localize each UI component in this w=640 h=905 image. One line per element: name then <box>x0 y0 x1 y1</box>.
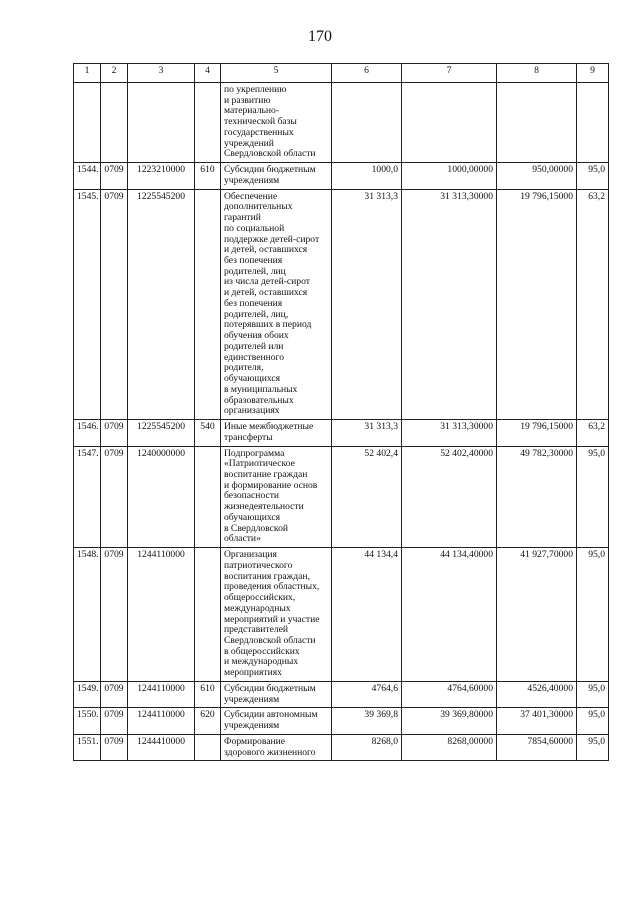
percent-cell-text: 95,0 <box>588 682 605 694</box>
value-cell-text: 31 313,30000 <box>440 190 493 202</box>
row-number-cell-text: 1550. <box>77 709 99 721</box>
table-row <box>74 734 609 760</box>
value-cell-text: 19 796,15000 <box>520 421 573 433</box>
value-cell <box>497 189 577 419</box>
row-number-cell <box>74 420 101 446</box>
value-cell <box>332 446 402 548</box>
section-code-cell <box>101 189 128 419</box>
budget-table <box>73 63 609 761</box>
row-number-cell-text: 1544. <box>77 164 99 176</box>
value-cell <box>332 708 402 734</box>
percent-cell <box>577 420 609 446</box>
percent-cell-text: 95,0 <box>588 447 605 459</box>
header-cell: 9 <box>577 64 609 83</box>
item-name-cell <box>221 681 332 707</box>
percent-cell <box>577 446 609 548</box>
target-article-cell-text: 1244110000 <box>137 709 185 721</box>
value-cell-text: 37 401,30000 <box>520 709 573 721</box>
item-name-cell-text: Иные межбюджетные трансферты <box>224 421 314 443</box>
percent-cell-text: 95,0 <box>588 549 605 561</box>
value-cell-text: 19 796,15000 <box>520 190 573 202</box>
target-article-cell <box>128 681 195 707</box>
item-name-cell <box>221 548 332 682</box>
section-code-cell-text: 0709 <box>104 735 124 747</box>
section-code-cell <box>101 548 128 682</box>
row-number-cell <box>74 708 101 734</box>
item-name-cell-text: Субсидии бюджетным учреждениям <box>224 164 316 186</box>
item-name-cell-text: Субсидии бюджетным учреждениям <box>224 682 316 705</box>
percent-cell <box>577 734 609 760</box>
percent-cell-text: 63,2 <box>588 421 605 433</box>
expense-type-cell-text: 620 <box>200 709 215 721</box>
value-cell <box>332 420 402 446</box>
header-cell: 5 <box>221 64 332 83</box>
section-code-cell-text: 0709 <box>104 447 124 459</box>
value-cell <box>332 681 402 707</box>
percent-cell <box>577 163 609 189</box>
header-row <box>74 64 609 83</box>
row-number-cell <box>74 189 101 419</box>
expense-type-cell <box>195 734 221 760</box>
percent-cell <box>577 681 609 707</box>
target-article-cell <box>128 420 195 446</box>
value-cell-text: 4764,6 <box>371 682 398 694</box>
value-cell-text: 41 927,70000 <box>520 549 573 561</box>
percent-cell-text: 95,0 <box>588 735 605 747</box>
section-code-cell-text: 0709 <box>104 164 124 176</box>
expense-type-cell <box>195 163 221 189</box>
value-cell-text: 31 313,30000 <box>440 421 493 433</box>
value-cell <box>497 83 577 163</box>
target-article-cell-text: 1225545200 <box>137 421 185 433</box>
target-article-cell-text: 1244110000 <box>137 682 185 694</box>
item-name-cell-text: Субсидии автономным учреждениям <box>224 709 318 732</box>
item-name-cell <box>221 446 332 548</box>
value-cell-text: 31 313,3 <box>364 421 398 433</box>
percent-cell <box>577 548 609 682</box>
expense-type-cell-text: 540 <box>200 421 215 433</box>
item-name-cell <box>221 420 332 446</box>
value-cell <box>497 548 577 682</box>
value-cell-text: 8268,0 <box>371 735 398 747</box>
header-cell: 2 <box>101 64 128 83</box>
item-name-cell-text: Организация патриотического воспитания граждан, проведения областных, общероссийских, международных мероприятий и участие представителей Свердловской области в общероссийских и международных мероприятиях <box>224 549 320 679</box>
table-row <box>74 83 609 163</box>
value-cell <box>332 548 402 682</box>
value-cell-text: 44 134,40000 <box>440 549 493 561</box>
section-code-cell <box>101 83 128 163</box>
percent-cell <box>577 83 609 163</box>
value-cell-text: 52 402,4 <box>364 447 398 459</box>
row-number-cell-text: 1548. <box>77 549 99 561</box>
percent-cell <box>577 189 609 419</box>
section-code-cell-text: 0709 <box>104 682 124 694</box>
value-cell-text: 950,00000 <box>532 164 573 176</box>
target-article-cell <box>128 189 195 419</box>
value-cell <box>332 734 402 760</box>
value-cell <box>332 189 402 419</box>
table-row <box>74 681 609 707</box>
row-number-cell-text: 1549. <box>77 682 99 694</box>
value-cell <box>402 681 497 707</box>
expense-type-cell <box>195 708 221 734</box>
percent-cell-text: 63,2 <box>588 190 605 202</box>
header-cell: 4 <box>195 64 221 83</box>
item-name-cell-text: Обеспечение дополнительных гарантий по социальной поддержке детей-сирот и детей, оставшихся без попечения родителей, лиц из числа детей-сирот и детей, оставшихся без попечения родителей, лиц, потерявших в период обучения обоих родителей или единственного родителя, обучающихся в муниципальных образовательных организациях <box>224 190 320 417</box>
header-cell: 6 <box>332 64 402 83</box>
target-article-cell-text: 1244410000 <box>137 735 185 747</box>
target-article-cell-text: 1244110000 <box>137 549 185 561</box>
target-article-cell <box>128 163 195 189</box>
value-cell <box>332 163 402 189</box>
expense-type-cell <box>195 681 221 707</box>
expense-type-cell <box>195 446 221 548</box>
value-cell-text: 4764,60000 <box>447 682 493 694</box>
value-cell <box>402 83 497 163</box>
value-cell <box>497 163 577 189</box>
item-name-cell <box>221 734 332 760</box>
value-cell <box>402 163 497 189</box>
row-number-cell-text: 1545. <box>77 190 99 202</box>
value-cell-text: 1000,00000 <box>447 164 493 176</box>
target-article-cell <box>128 446 195 548</box>
value-cell-text: 7854,60000 <box>527 735 573 747</box>
value-cell-text: 8268,00000 <box>447 735 493 747</box>
header-cell: 3 <box>128 64 195 83</box>
section-code-cell <box>101 708 128 734</box>
percent-cell-text: 95,0 <box>588 709 605 721</box>
target-article-cell <box>128 548 195 682</box>
expense-type-cell <box>195 548 221 682</box>
value-cell-text: 49 782,30000 <box>520 447 573 459</box>
row-number-cell <box>74 163 101 189</box>
row-number-cell <box>74 446 101 548</box>
value-cell <box>402 548 497 682</box>
value-cell <box>497 681 577 707</box>
table-row <box>74 420 609 446</box>
row-number-cell <box>74 681 101 707</box>
target-article-cell <box>128 734 195 760</box>
expense-type-cell <box>195 189 221 419</box>
expense-type-cell-text: 610 <box>200 164 215 176</box>
value-cell-text: 39 369,80000 <box>440 709 493 721</box>
value-cell <box>402 734 497 760</box>
section-code-cell-text: 0709 <box>104 549 124 561</box>
row-number-cell <box>74 734 101 760</box>
row-number-cell-text: 1547. <box>77 447 99 459</box>
section-code-cell-text: 0709 <box>104 190 124 202</box>
value-cell <box>497 446 577 548</box>
value-cell <box>402 420 497 446</box>
section-code-cell <box>101 446 128 548</box>
target-article-cell-text: 1240000000 <box>137 447 185 459</box>
value-cell-text: 4526,40000 <box>527 682 573 694</box>
item-name-cell-text: Подпрограмма «Патриотическое воспитание граждан и формирование основ безопасности жизнедеятельности обучающихся в Свердловской области» <box>224 447 318 545</box>
header-cell: 8 <box>497 64 577 83</box>
table-row <box>74 446 609 548</box>
value-cell <box>402 446 497 548</box>
value-cell <box>497 734 577 760</box>
row-number-cell-text: 1546. <box>77 421 99 433</box>
table-row <box>74 189 609 419</box>
page-number: 170 <box>308 28 332 45</box>
value-cell <box>497 708 577 734</box>
table-row <box>74 163 609 189</box>
value-cell <box>402 708 497 734</box>
expense-type-cell <box>195 83 221 163</box>
section-code-cell-text: 0709 <box>104 709 124 721</box>
target-article-cell-text: 1223210000 <box>137 164 185 176</box>
percent-cell <box>577 708 609 734</box>
item-name-cell-text: Формирование здорового жизненного <box>224 735 316 758</box>
item-name-cell <box>221 83 332 163</box>
value-cell <box>402 189 497 419</box>
header-cell: 7 <box>402 64 497 83</box>
section-code-cell <box>101 734 128 760</box>
expense-type-cell <box>195 420 221 446</box>
row-number-cell-text: 1551. <box>77 735 99 747</box>
value-cell <box>332 83 402 163</box>
value-cell-text: 52 402,40000 <box>440 447 493 459</box>
header-cell: 1 <box>74 64 101 83</box>
item-name-cell <box>221 189 332 419</box>
value-cell-text: 44 134,4 <box>364 549 398 561</box>
row-number-cell <box>74 83 101 163</box>
section-code-cell <box>101 163 128 189</box>
table-row <box>74 548 609 682</box>
section-code-cell <box>101 681 128 707</box>
table-row <box>74 708 609 734</box>
item-name-cell <box>221 708 332 734</box>
value-cell-text: 39 369,8 <box>364 709 398 721</box>
expense-type-cell-text: 610 <box>200 682 215 694</box>
item-name-cell-text: по укреплению и развитию материально- технической базы государственных учреждений Свердловской области <box>224 84 316 160</box>
item-name-cell <box>221 163 332 189</box>
target-article-cell-text: 1225545200 <box>137 190 185 202</box>
value-cell-text: 31 313,3 <box>364 190 398 202</box>
section-code-cell <box>101 420 128 446</box>
target-article-cell <box>128 708 195 734</box>
target-article-cell <box>128 83 195 163</box>
row-number-cell <box>74 548 101 682</box>
section-code-cell-text: 0709 <box>104 421 124 433</box>
percent-cell-text: 95,0 <box>588 164 605 176</box>
value-cell-text: 1000,0 <box>371 164 398 176</box>
value-cell <box>497 420 577 446</box>
